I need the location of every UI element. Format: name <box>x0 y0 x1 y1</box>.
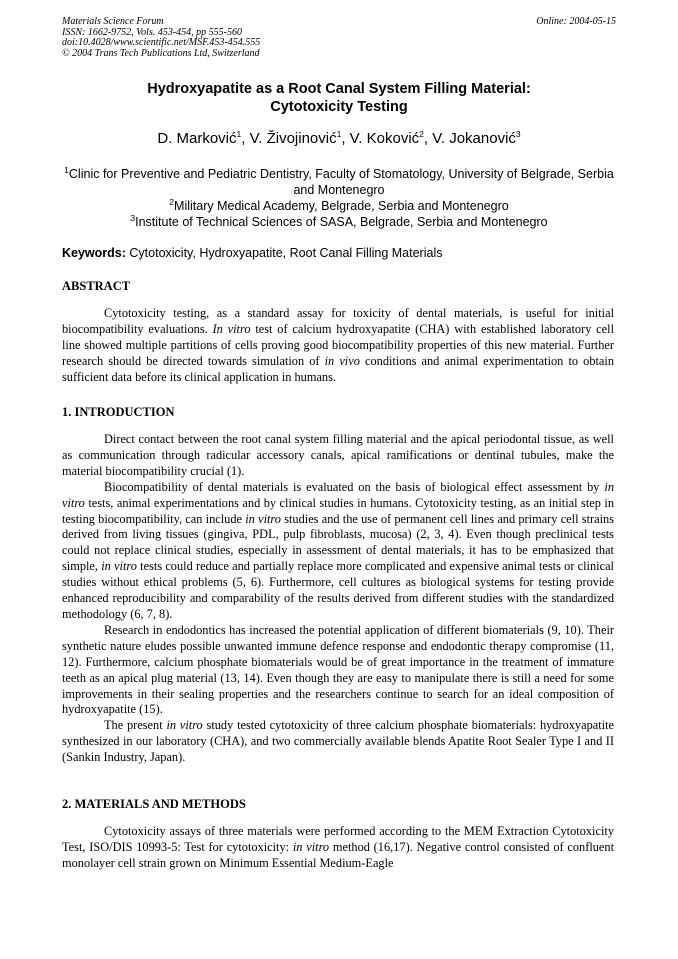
author-name: D. Marković <box>157 130 237 147</box>
title-line-2: Cytotoxicity Testing <box>270 99 408 115</box>
journal-info <box>62 17 260 59</box>
intro-paragraph-3: Research in endodontics has increased the potential application of different biomaterials (9, 10). Their synthetic nature eludes possible unwanted immune defence response and endodontic therapy compromise (11, 12). Furthermore, calcium phosphate biomaterials would be of great importance in the treatment of immature teeth as an apical plug material (13, 14). Even though they are easy to manipulate there is still a need for some improvements in their sealing properties and the researchers continue to search for an ideal composition of hydroxyapatite (15). <box>62 622 614 717</box>
journal-name: Materials Science Forum <box>62 16 164 27</box>
journal-issn: ISSN: 1662-9752, Vols. 453-454, pp 555-560 <box>62 26 242 38</box>
affiliation-list <box>62 166 616 230</box>
affiliation-text: Clinic for Preventive and Pediatric Dentistry, Faculty of Stomatology, University of Belgrade, Serbia and Montenegro <box>68 167 614 197</box>
introduction-heading: 1. INTRODUCTION <box>62 405 175 419</box>
affiliation <box>62 166 616 198</box>
paper-title <box>62 80 616 116</box>
intro-paragraph-1: Direct contact between the root canal system filling material and the apical periodontal tissue, as well as communication through radicular accessory canals, apical ramifications or dentinal tubules, make the material biocompatibility crucial (1). <box>62 432 614 478</box>
introduction-body <box>62 432 614 766</box>
affiliation-mark: 1 <box>64 164 69 175</box>
methods-body <box>62 824 614 872</box>
affiliation <box>62 198 616 214</box>
author-list: D. Marković$^1$, V. Živojinović$^1$, V. Koković$^2$, V. Jokanović$^3$ <box>157 129 521 147</box>
author-affil-mark: 2 <box>419 129 424 139</box>
keywords <box>62 246 616 260</box>
intro-paragraph-2: Biocompatibility of dental materials is evaluated on the basis of biological effect assessment by in vitro tests, animal experimentations and by clinical studies in humans. Cytotoxicity testing, as an initial step in testing biocompatibility, can include in vitro studies and the use of permanent cell lines and primary cell strains derived from living tissues (gingiva, PDL, pulp fibroblasts, mucosa) (2, 3, 4). Even though preclinical tests could not replace clinical studies, especially in assessment of dental materials, it has to be emphasized that simple, in vitro tests could reduce and partially replace more complicated and expensive animal tests or clinical studies without ethical problems (5, 6). Furthermore, cell cultures as biological systems for testing provide enhanced reproducibility and comparability of the results derived from different studies with the standardized methodology (6, 7, 8). <box>62 479 614 621</box>
keywords-text: Cytotoxicity, Hydroxyapatite, Root Canal Filling Materials <box>129 246 443 260</box>
affiliation-text: Military Medical Academy, Belgrade, Serbia and Montenegro <box>174 199 509 213</box>
author-name: V. Koković <box>349 130 420 147</box>
author-name: V. Jokanović <box>432 130 516 147</box>
abstract-body <box>62 306 614 386</box>
affiliation-mark: 3 <box>130 212 136 223</box>
methods-paragraph-1: Cytotoxicity assays of three materials were performed according to the MEM Extraction Cytotoxicity Test, ISO/DIS 10993-5: Test for cytotoxicity: in vitro method (16,17). Negative control consisted of confluent monolayer cell strain grown on Minimum Essential Medium-Eagle <box>62 824 614 870</box>
intro-paragraph-4: The present in vitro study tested cytotoxicity of three calcium phosphate biomaterials: hydroxyapatite synthesized in our laboratory (CHA), and two commercially available blends Apatite Root Sealer Type I and II (Sankin Industry, Japan). <box>62 718 614 765</box>
author-name: V. Živojinović <box>249 130 337 147</box>
keywords-label: Keywords: <box>62 246 126 260</box>
author-affil-mark: 1 <box>236 129 242 139</box>
abstract-heading: ABSTRACT <box>62 279 131 293</box>
affiliation-text: Institute of Technical Sciences of SASA, Belgrade, Serbia and Montenegro <box>135 215 548 229</box>
author-affil-mark: 1 <box>336 129 342 139</box>
journal-doi: doi:10.4028/www.scientific.net/MSF.453-454.555 <box>62 37 261 48</box>
journal-copyright: © 2004 Trans Tech Publications Ltd, Switzerland <box>62 47 260 59</box>
online-date: Online: 2004-05-15 <box>536 16 616 27</box>
author-affil-mark: 3 <box>515 129 521 139</box>
affiliation <box>62 214 616 230</box>
abstract-paragraph: Cytotoxicity testing, as a standard assay for toxicity of dental materials, is useful for initial biocompatibility evaluations. In vitro test of calcium hydroxyapatite (CHA) with established laboratory cell line showed multiple partitions of cells proving good biocompatibility properties of this new material. Further research should be directed towards simulation of in vivo conditions and animal experimentation to obtain sufficient data before its clinical application in humans. <box>62 306 614 384</box>
methods-heading: 2. MATERIALS AND METHODS <box>62 797 246 811</box>
affiliation-mark: 2 <box>169 196 175 207</box>
title-line-1: Hydroxyapatite as a Root Canal System Filling Material: <box>147 81 531 97</box>
